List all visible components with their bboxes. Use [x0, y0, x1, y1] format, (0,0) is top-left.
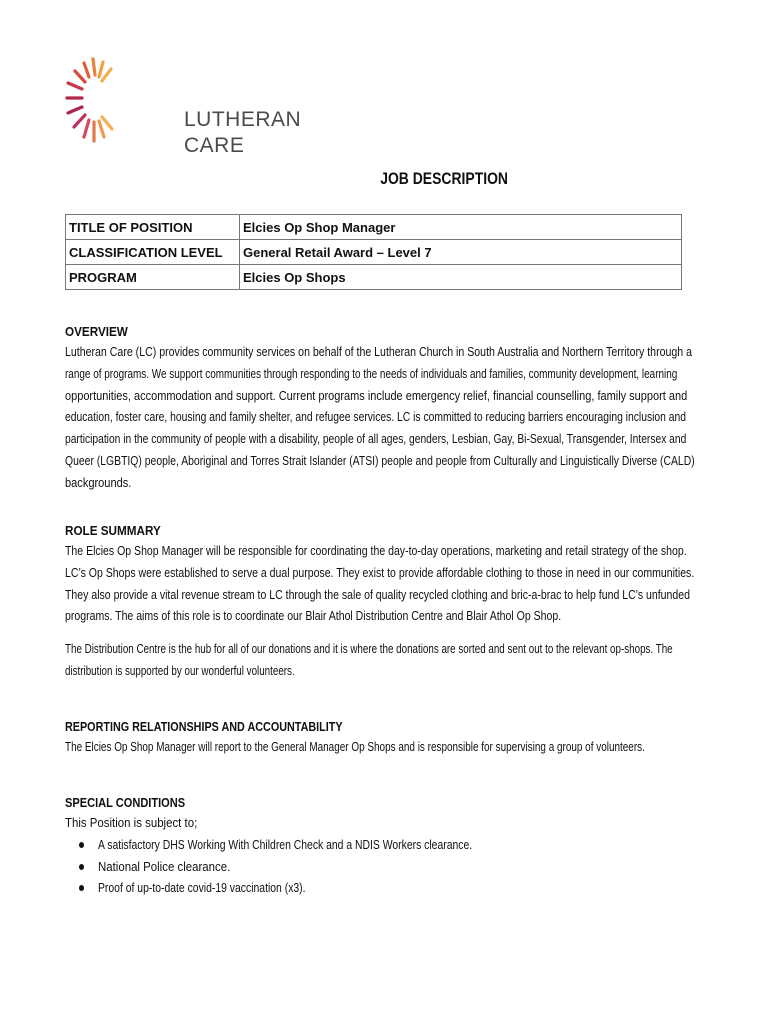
- table-row: [66, 240, 682, 265]
- reporting-line: The Elcies Op Shop Manager will report to the General Manager Op Shops and is responsible for supervising a group of volunteers.: [65, 739, 645, 754]
- overview-section: [65, 324, 705, 494]
- reporting-text: [65, 736, 705, 758]
- role-summary-heading: ROLE SUMMARY: [65, 523, 161, 538]
- special-intro-line: This Position is subject to;: [65, 815, 198, 830]
- reporting-section: [65, 719, 705, 758]
- logo-text-care: CARE: [184, 134, 245, 157]
- overview-line: participation in the community of people with a disability, people of all ages, genders, Lesbian, Gay, Bi-Sexual, Transgender, Intersex and: [65, 431, 687, 447]
- overview-line: opportunities, accommodation and support. Current programs include emergency relief, financial counselling, family support and: [65, 387, 688, 403]
- role-summary-line: distribution is supported by our wonderful volunteers.: [65, 662, 295, 678]
- list-item: [65, 834, 705, 856]
- role-summary-line: programs. The aims of this role is to coordinate our Blair Athol Distribution Centre and Blair Athol Op Shop.: [65, 608, 562, 624]
- position-info-table: [65, 214, 682, 290]
- overview-line: Lutheran Care (LC) provides community services on behalf of the Lutheran Church in South Australia and Northern Territory through a: [65, 344, 693, 359]
- special-conditions-section: [65, 795, 705, 899]
- table-cell-label: TITLE OF POSITION: [66, 215, 240, 240]
- role-summary-section: [65, 523, 705, 682]
- table-cell-label: CLASSIFICATION LEVEL: [66, 240, 240, 265]
- overview-line: education, foster care, housing and family shelter, and refugee services. LC is committed to reducing barriers encouraging inclusion and: [65, 409, 687, 425]
- role-summary-line: They also provide a vital revenue stream to LC through the sale of quality recycled clothing and bric-a-brac to help fund LC’s unfunded: [65, 586, 690, 602]
- overview-line: backgrounds.: [65, 474, 132, 490]
- lutheran-care-logo: [62, 55, 302, 170]
- role-summary-line: LC’s Op Shops were established to serve a dual purpose. They exist to provide affordable clothing to those in need in our communities.: [65, 564, 695, 580]
- list-item-text: National Police clearance.: [98, 858, 231, 874]
- reporting-heading: REPORTING RELATIONSHIPS AND ACCOUNTABILITY: [65, 719, 343, 734]
- list-item-text: Proof of up-to-date covid-19 vaccination (x3).: [98, 880, 306, 896]
- table-row: [66, 265, 682, 290]
- role-summary-line: The Elcies Op Shop Manager will be responsible for coordinating the day-to-day operations, marketing and retail strategy of the shop.: [65, 543, 687, 558]
- list-item-text: A satisfactory DHS Working With Children Check and a NDIS Workers clearance.: [98, 836, 473, 852]
- list-item: [65, 856, 705, 878]
- overview-line: Queer (LGBTIQ) people, Aboriginal and Torres Strait Islander (ATSI) people and people from Culturally and Linguistically Diverse (CALD): [65, 452, 695, 468]
- page-title: JOB DESCRIPTION: [380, 169, 508, 188]
- list-item: [65, 877, 705, 899]
- role-summary-text-2: [65, 638, 705, 682]
- page-title-wrap: [79, 169, 710, 189]
- logo-text-lutheran: LUTHERAN: [184, 108, 302, 131]
- overview-text: [65, 341, 705, 494]
- table-cell-value: Elcies Op Shop Manager: [240, 215, 682, 240]
- special-conditions-heading: SPECIAL CONDITIONS: [65, 795, 186, 810]
- special-conditions-list: [65, 834, 705, 899]
- role-summary-text: [65, 540, 705, 627]
- special-conditions-intro: [65, 812, 705, 834]
- table-cell-label: PROGRAM: [66, 265, 240, 290]
- role-summary-line: The Distribution Centre is the hub for all of our donations and it is where the donations are sorted and sent out to the relevant op-shops. The: [65, 641, 673, 657]
- table-row: [66, 215, 682, 240]
- overview-line: range of programs. We support communities through responding to the needs of individuals and families, community development, learning: [65, 365, 678, 381]
- overview-heading: OVERVIEW: [65, 324, 128, 339]
- table-cell-value: General Retail Award – Level 7: [240, 240, 682, 265]
- table-cell-value: Elcies Op Shops: [240, 265, 682, 290]
- sunburst-logo-icon: [62, 55, 122, 165]
